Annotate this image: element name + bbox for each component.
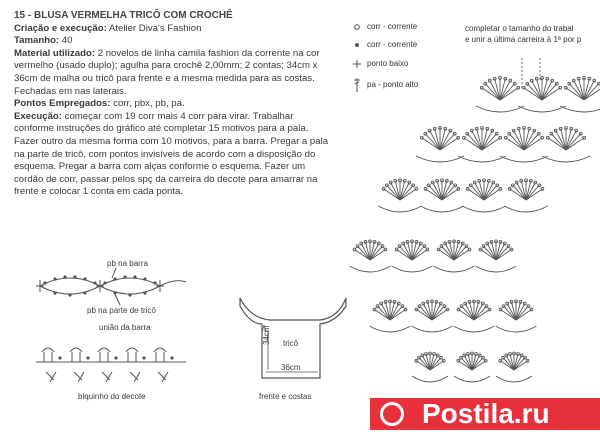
fan-stitch [496, 300, 537, 332]
label-biquinho: biquinho do decote [78, 392, 146, 401]
fan-stitch [420, 179, 463, 212]
fan-stitch [542, 127, 590, 162]
open-circle-icon [355, 25, 360, 30]
label-pb-na-parte: pb na parte de tricô [87, 306, 156, 315]
stitches-label: Pontos Empregados: [14, 98, 111, 110]
label-frente-costas: frente e costas [259, 392, 312, 401]
material-label: Material utilizado: [14, 47, 96, 59]
yoke-chart [350, 58, 600, 382]
fan-stitch [378, 179, 421, 212]
fan-stitch [454, 300, 495, 332]
legend-item-pb: ponto baixo [367, 59, 409, 68]
biquinho-diagram [36, 348, 186, 382]
fan-stitch [412, 300, 453, 332]
label-dim-width: 36cm [281, 363, 301, 372]
fan-stitch [500, 127, 548, 162]
size-label: Tamanho: [14, 35, 60, 47]
watermark [370, 398, 600, 430]
fan-stitch [518, 77, 566, 112]
complete-note-line1: completar o tamanho do trabal [465, 24, 574, 33]
pattern-title: 15 - BLUSA VERMELHA TRICÔ COM CROCHÊ [14, 10, 233, 21]
label-trico: tricô [283, 339, 299, 348]
fan-stitch [454, 352, 490, 382]
complete-note [465, 23, 581, 45]
label-uniao: união da barra [99, 323, 151, 332]
fan-stitch [458, 127, 506, 162]
fan-stitch [476, 240, 517, 272]
creation-value: Atelier Diva's Fashion [108, 22, 202, 34]
cross-icon [353, 60, 361, 68]
fan-stitch [462, 179, 505, 212]
creation-label: Criação e execução: [14, 22, 107, 34]
material-value: 2 novelos de linha camila fashion da corrente na cor vermelho (usado duplo); agulha para crochê 2,00mm; 2 contas; 34cm x 36cm de malha ou tricô para frente e a mesma medida para as costas. Fechadas em nas laterais. [14, 47, 320, 97]
fan-stitch [476, 77, 524, 112]
execution-value: começar com 19 corr mais 4 corr para virar. Trabalhar conforme instruções do gráfico até completar 15 motivos para a pala. Fazer outro da mesma forma com 10 motivos, para a barra. Pregar a pala na parte de tricô, com pontos invisíveis de acordo com a disposição do esquema. Pregar a barra com alças conforme o esquema. Fazer um cordão de corr, passar pelos spç da carreira do decote para amarrar na frente e colocar 1 conta em cada ponta. [14, 110, 329, 198]
complete-note-line2: e unir a última carreira à 1ª por p [465, 35, 582, 44]
execution-label: Execução: [14, 110, 62, 122]
fan-stitch [392, 240, 433, 272]
fan-stitch [350, 240, 391, 272]
stitches-value: corr, pbx, pb, pa. [113, 98, 185, 110]
size-value: 40 [61, 35, 73, 47]
uniao-diagram [36, 268, 186, 305]
fan-stitch [416, 127, 464, 162]
fan-stitch [496, 352, 532, 382]
label-dim-height: 34cm [262, 325, 271, 345]
fan-stitch [560, 77, 600, 112]
watermark-logo-icon [380, 402, 404, 426]
legend-item-pa: pa - ponto alto [367, 80, 419, 89]
legend-item-corr-2: corr - corrente [367, 40, 418, 49]
legend-symbols [353, 25, 361, 92]
treble-stitch-icon [354, 78, 360, 92]
legend-item-corr-1: corr - corrente [367, 22, 418, 31]
watermark-text: Postila.ru [422, 398, 550, 429]
fan-stitch [504, 179, 547, 212]
fan-stitch [434, 240, 475, 272]
small-dot-icon [356, 44, 359, 47]
fan-stitch [412, 352, 448, 382]
fan-stitch [370, 300, 411, 332]
label-pb-na-barra: pb na barra [107, 259, 148, 268]
